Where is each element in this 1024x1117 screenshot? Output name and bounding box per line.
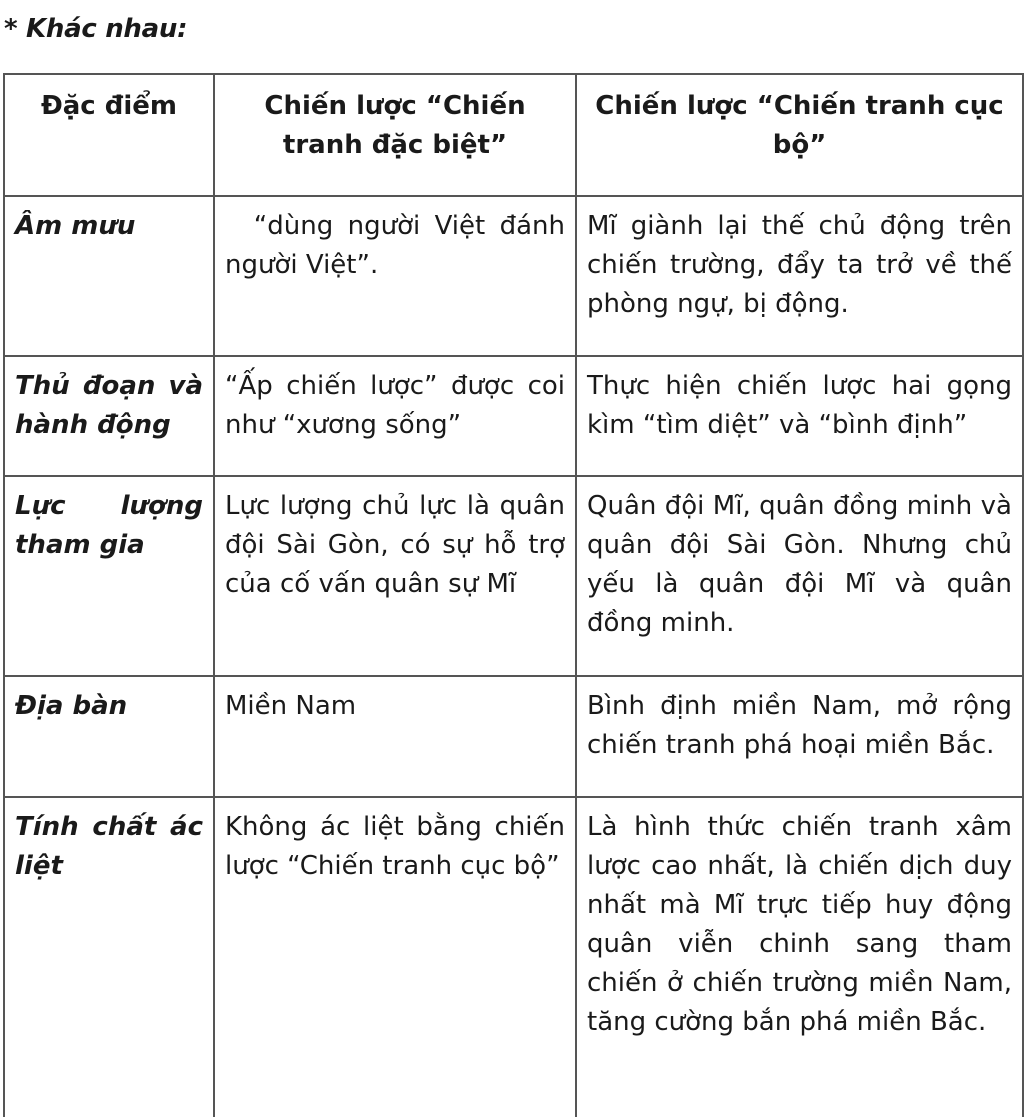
row-label: Địa bàn: [4, 676, 214, 797]
row-label: Âm mưu: [4, 196, 214, 356]
table-row: [4, 356, 1023, 476]
local-war-cell: Quân đội Mĩ, quân đồng minh và quân đội Sài Gòn. Nhưng chủ yếu là quân đội Mĩ và quân đồng minh.: [576, 476, 1023, 676]
local-war-cell: Là hình thức chiến tranh xâm lược cao nhất, là chiến dịch duy nhất mà Mĩ trực tiếp huy động quân viễn chinh sang tham chiến ở chiến trường miền Nam, tăng cường bắn phá miền Bắc.: [576, 797, 1023, 1117]
comparison-table: [3, 73, 1024, 1117]
table-row: [4, 797, 1023, 1117]
special-war-cell: Miền Nam: [214, 676, 576, 797]
row-label: Tính chất ác liệt: [4, 797, 214, 1117]
header-feature: Đặc điểm: [4, 74, 214, 196]
table-row: [4, 676, 1023, 797]
local-war-cell: Bình định miền Nam, mở rộng chiến tranh phá hoại miền Bắc.: [576, 676, 1023, 797]
row-label: Thủ đoạn và hành động: [4, 356, 214, 476]
local-war-cell: Thực hiện chiến lược hai gọng kìm “tìm diệt” và “bình định”: [576, 356, 1023, 476]
special-war-cell: “dùng người Việt đánh người Việt”.: [214, 196, 576, 356]
table-header-row: [4, 74, 1023, 196]
header-local-war: Chiến lược “Chiến tranh cục bộ”: [576, 74, 1023, 196]
section-heading: * Khác nhau:: [4, 14, 188, 44]
row-label: Lực lượng tham gia: [4, 476, 214, 676]
header-special-war: Chiến lược “Chiến tranh đặc biệt”: [214, 74, 576, 196]
special-war-cell: Không ác liệt bằng chiến lược “Chiến tranh cục bộ”: [214, 797, 576, 1117]
special-war-cell: Lực lượng chủ lực là quân đội Sài Gòn, có sự hỗ trợ của cố vấn quân sự Mĩ: [214, 476, 576, 676]
local-war-cell: Mĩ giành lại thế chủ động trên chiến trường, đẩy ta trở về thế phòng ngự, bị động.: [576, 196, 1023, 356]
table-row: [4, 476, 1023, 676]
special-war-cell: “Ấp chiến lược” được coi như “xương sống”: [214, 356, 576, 476]
table-row: [4, 196, 1023, 356]
